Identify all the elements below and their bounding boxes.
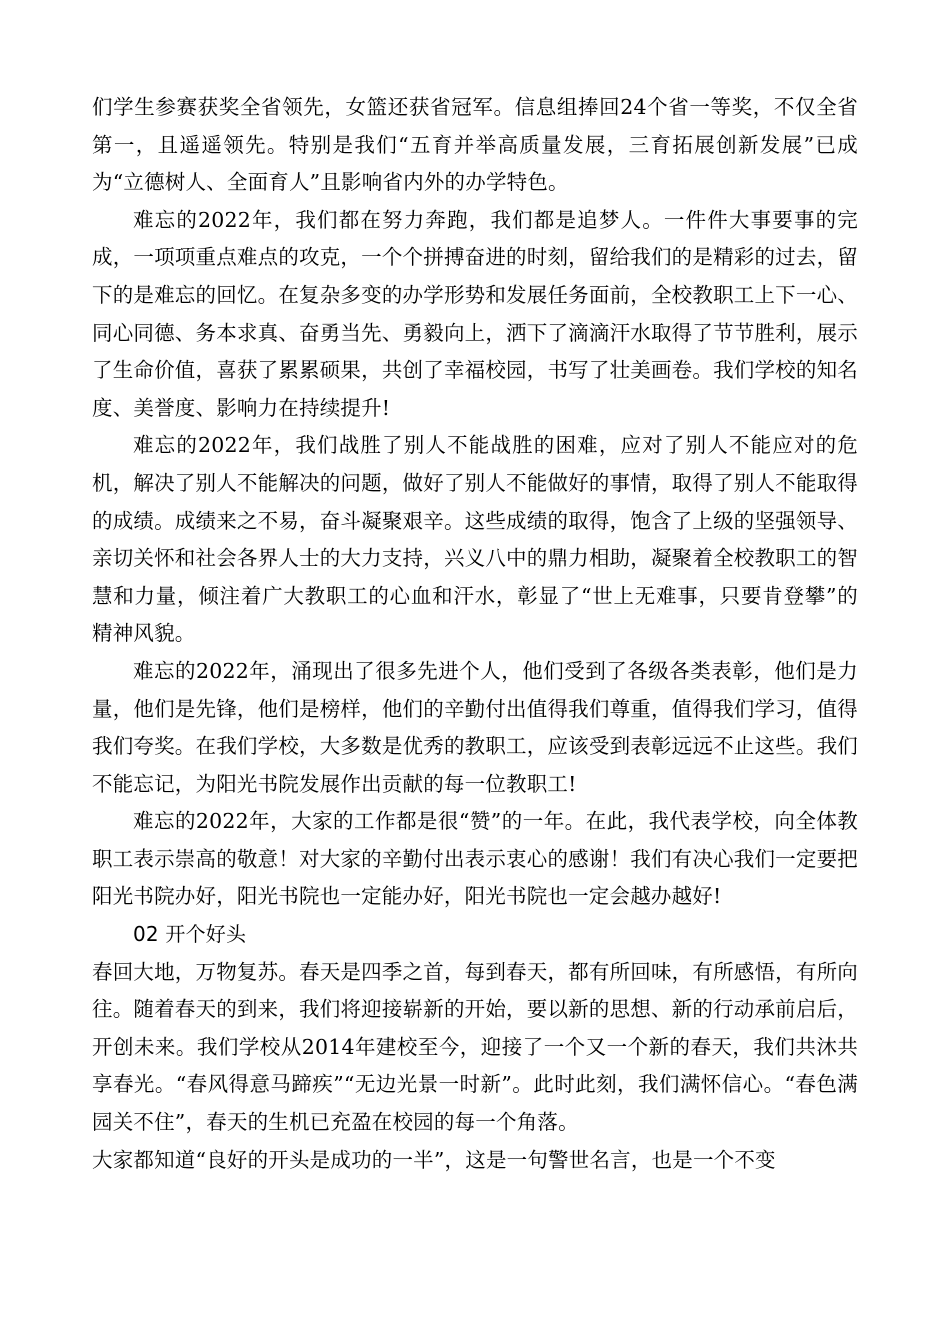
- paragraph-4: 难忘的2022年，涌现出了很多先进个人，他们受到了各级各类表彰，他们是力量，他们是先锋，他们是榜样，他们的辛勤付出值得我们尊重，值得我们学习，值得我们夸奖。在我们学校，大多数是优秀的教职工，应该受到表彰远远不止这些。我们不能忘记，为阳光书院发展作出贡献的每一位教职工!: [92, 658, 858, 796]
- document-page: [92, 89, 858, 1179]
- section-heading: 02 开个好头: [133, 922, 247, 947]
- paragraph-2: 难忘的2022年，我们都在努力奔跑，我们都是追梦人。一件件大事要事的完成，一项项重点难点的攻克，一个个拼搏奋进的时刻，留给我们的是精彩的过去，留下的是难忘的回忆。在复杂多变的办学形势和发展任务面前，全校教职工上下一心、同心同德、务本求真、奋勇当先、勇毅向上，洒下了滴滴汗水取得了节节胜利，展示了生命价值，喜获了累累硕果，共创了幸福校园，书写了壮美画卷。我们学校的知名度、美誉度、影响力在持续提升!: [92, 207, 858, 420]
- paragraph-7: 大家都知道“良好的开头是成功的一半”，这是一句警世名言，也是一个不变: [92, 1147, 776, 1172]
- paragraph-3: 难忘的2022年，我们战胜了别人不能战胜的困难，应对了别人不能应对的危机，解决了别人不能解决的问题，做好了别人不能做好的事情，取得了别人不能取得的成绩。成绩来之不易，奋斗凝聚艰辛。这些成绩的取得，饱含了上级的坚强领导、亲切关怀和社会各界人士的大力支持，兴义八中的鼎力相助，凝聚着全校教职工的智慧和力量，倾注着广大教职工的心血和汗水，彰显了“世上无难事，只要肯登攀”的精神风貌。: [92, 433, 858, 646]
- paragraph-1: 们学生参赛获奖全省领先，女篮还获省冠军。信息组捧回24个省一等奖，不仅全省第一，且遥遥领先。特别是我们“五育并举高质量发展，三育拓展创新发展”已成为“立德树人、全面育人”且影响省内外的办学特色。: [92, 95, 858, 195]
- paragraph-6: 春回大地，万物复苏。春天是四季之首，每到春天，都有所回味，有所感悟，有所向往。随着春天的到来，我们将迎接崭新的开始，要以新的思想、新的行动承前启后，开创未来。我们学校从2014年建校至今，迎接了一个又一个新的春天，我们共沐共享春光。“春风得意马蹄疾”“无边光景一时新”。此时此刻，我们满怀信心。“春色满园关不住”，春天的生机已充盈在校园的每一个角落。: [92, 959, 858, 1135]
- paragraph-5: 难忘的2022年，大家的工作都是很“赞”的一年。在此，我代表学校，向全体教职工表示崇高的敬意！对大家的辛勤付出表示衷心的感谢！我们有决心我们一定要把阳光书院办好，阳光书院也一定能办好，阳光书院也一定会越办越好!: [92, 809, 858, 909]
